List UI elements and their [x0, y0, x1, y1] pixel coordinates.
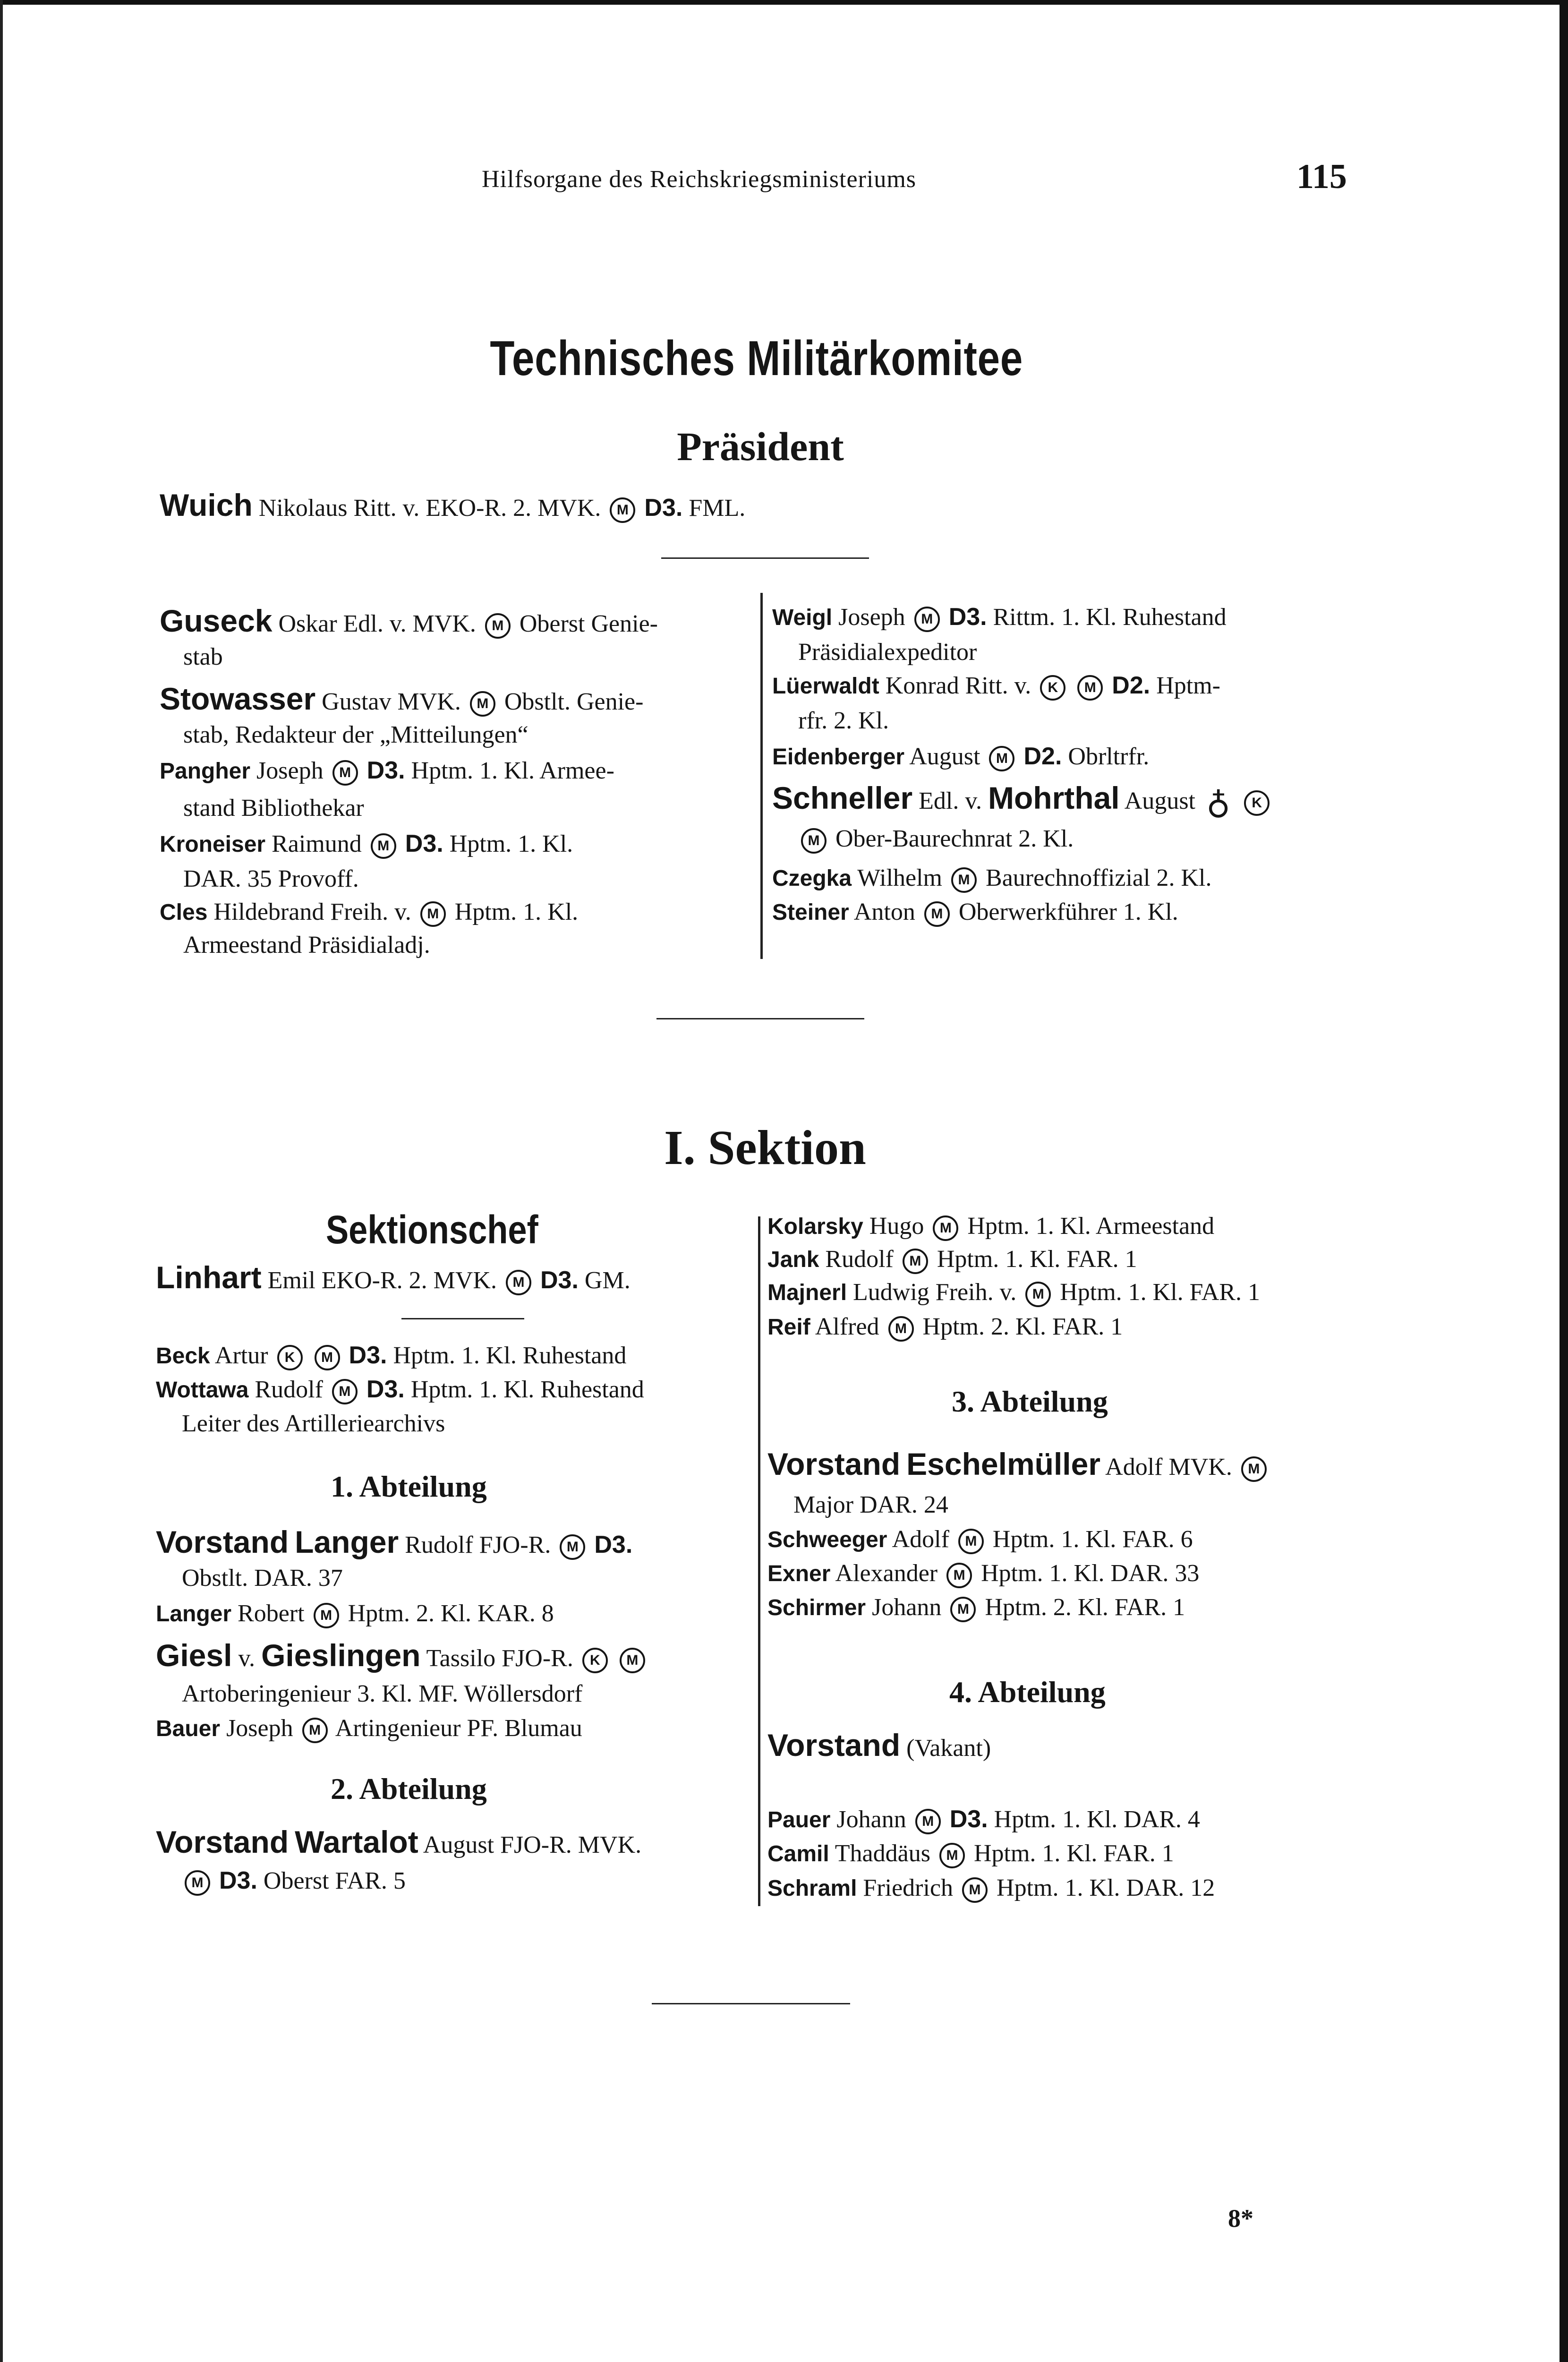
order-m-icon: M — [332, 760, 358, 786]
entry-continuation: rfr. 2. Kl. — [798, 707, 889, 734]
entry-text: August — [1124, 787, 1196, 814]
department-1-heading: 1. Abteilung — [331, 1470, 487, 1503]
entry-text: FML. — [689, 495, 746, 522]
person-name: Pauer — [767, 1807, 831, 1832]
entry-text: Oskar Edl. v. MVK. — [278, 610, 476, 637]
column-divider — [758, 1216, 760, 1906]
list-item — [767, 1212, 1214, 1241]
order-k-icon: K — [1040, 675, 1065, 701]
order-m-icon: M — [1241, 1456, 1267, 1482]
order-m-icon: M — [315, 1345, 340, 1370]
entry-text: Oberwerkführer 1. Kl. — [958, 899, 1178, 925]
order-m-icon: M — [485, 613, 511, 639]
committee-title: Technisches Militärkomitee — [490, 331, 1023, 386]
order-m-icon: M — [946, 1563, 972, 1588]
person-name: Wartalot — [295, 1824, 418, 1859]
list-item — [156, 1599, 554, 1628]
section-chief-heading: Sektionschef — [326, 1207, 538, 1252]
person-name: Exner — [767, 1561, 831, 1586]
entry-text: Hugo — [869, 1213, 924, 1240]
person-name: Majnerl — [767, 1280, 847, 1305]
entry-text: Obstlt. Genie- — [504, 688, 644, 715]
scan-edge-top — [0, 0, 1568, 5]
list-item — [772, 602, 1227, 632]
list-item — [160, 680, 643, 718]
list-item — [160, 829, 573, 859]
decoration-code: D3. — [540, 1267, 579, 1294]
entry-text: Hptm. 1. Kl. Armee- — [411, 757, 614, 784]
scan-edge-left — [0, 0, 3, 2362]
person-name: Beck — [156, 1344, 210, 1369]
list-item — [156, 1637, 648, 1674]
person-name: Langer — [156, 1601, 232, 1626]
decoration-code: D3. — [366, 1376, 405, 1403]
person-name: Steiner — [772, 900, 849, 925]
list-item — [767, 1312, 1123, 1342]
person-name: Langer — [295, 1524, 399, 1559]
person-name: Linhart — [156, 1260, 262, 1295]
entry-text: Hptm. 1. Kl. FAR. 1 — [937, 1246, 1137, 1273]
running-head: Hilfsorgane des Reichskriegsministeriums — [482, 166, 917, 193]
person-name: Cles — [160, 900, 208, 925]
decoration-code: D3. — [219, 1867, 257, 1894]
order-cross-icon: ♁ — [1206, 785, 1231, 822]
list-item — [156, 1341, 626, 1370]
entry-text: Joseph — [838, 604, 905, 631]
entry-continuation: Präsidialexpeditor — [798, 639, 977, 666]
person-name: Schirmer — [767, 1595, 866, 1620]
order-m-icon: M — [989, 746, 1014, 771]
department-head — [767, 1727, 991, 1764]
list-item — [160, 602, 658, 640]
entry-text: Oberst Genie- — [519, 610, 658, 637]
decoration-code: D3. — [948, 603, 987, 631]
entry-text: Rudolf — [825, 1246, 894, 1273]
entry-text: Ludwig Freih. v. — [853, 1279, 1017, 1306]
order-m-icon: M — [962, 1877, 988, 1903]
order-m-icon: M — [332, 1379, 358, 1404]
page-number: 115 — [1296, 157, 1347, 196]
person-name: Jank — [767, 1247, 819, 1272]
list-item — [772, 742, 1149, 771]
order-m-icon: M — [560, 1534, 585, 1560]
list-item — [772, 779, 1272, 823]
person-name: Eschelmüller — [906, 1446, 1101, 1481]
person-name: Schweeger — [767, 1527, 887, 1552]
order-m-icon: M — [506, 1270, 531, 1295]
entry-continuation: Artoberingenieur 3. Kl. MF. Wöllersdorf — [182, 1680, 583, 1707]
list-item — [767, 1245, 1137, 1274]
signature-mark: 8* — [1228, 2204, 1253, 2233]
entry-text: Thaddäus — [835, 1840, 930, 1867]
decoration-code: D3. — [594, 1531, 633, 1558]
entry-text: Konrad Ritt. v. — [885, 672, 1031, 699]
list-item — [156, 1375, 644, 1404]
person-name-2: Gieslingen — [261, 1638, 421, 1673]
column-divider — [760, 593, 763, 959]
entry-text: August — [909, 743, 980, 770]
entry-text: Hptm. 1. Kl. FAR. 1 — [973, 1840, 1174, 1867]
order-m-icon: M — [470, 691, 495, 717]
order-k-icon: K — [582, 1648, 608, 1673]
head-label: Vorstand — [767, 1728, 901, 1763]
entry-text: August FJO-R. MVK. — [423, 1831, 642, 1858]
department-4-heading: 4. Abteilung — [949, 1675, 1106, 1709]
person-name: Wuich — [160, 488, 253, 522]
entry-text: Artur — [214, 1342, 268, 1369]
entry-text: Joseph — [226, 1715, 293, 1742]
entry-text: Hptm. 1. Kl. FAR. 1 — [1060, 1279, 1260, 1306]
person-name-2: Mohrthal — [988, 780, 1120, 815]
entry-continuation: stand Bibliothekar — [183, 795, 364, 822]
entry-text: Oberst FAR. 5 — [263, 1867, 406, 1894]
entry-text: Artingenieur PF. Blumau — [335, 1715, 582, 1742]
entry-text: Hptm. 1. Kl. Ruhestand — [393, 1342, 627, 1369]
entry-text: Edl. v. — [919, 787, 982, 814]
person-name: Bauer — [156, 1716, 221, 1741]
entry-continuation — [182, 1866, 406, 1896]
order-m-icon: M — [903, 1249, 928, 1274]
order-m-icon: M — [620, 1648, 645, 1673]
entry-text: Adolf MVK. — [1105, 1454, 1232, 1481]
person-name: Schneller — [772, 780, 913, 815]
decoration-code: D3. — [349, 1342, 387, 1369]
entry-text: Obrltrfr. — [1068, 743, 1150, 770]
person-name: Camil — [767, 1841, 829, 1866]
person-name: Eidenberger — [772, 745, 905, 770]
entry-text: Hptm. 1. Kl. Ruhestand — [410, 1376, 644, 1403]
entry-text: Hptm. 1. Kl. — [449, 830, 573, 857]
person-name: Wottawa — [156, 1378, 249, 1403]
order-m-icon: M — [933, 1215, 958, 1241]
order-k-icon: K — [1244, 790, 1270, 816]
entry-text: Adolf — [892, 1526, 949, 1553]
order-m-icon: M — [924, 901, 950, 927]
order-m-icon: M — [950, 1597, 976, 1622]
decoration-code: D2. — [1023, 743, 1062, 770]
order-m-icon: M — [1077, 675, 1103, 701]
person-name: Reif — [767, 1315, 810, 1340]
order-m-icon: M — [951, 867, 977, 893]
order-m-icon: M — [801, 828, 827, 854]
entry-text: Johann — [872, 1594, 942, 1621]
entry-text: Hptm. 2. Kl. FAR. 1 — [985, 1594, 1185, 1621]
entry-text: Ober-Baurechnrat 2. Kl. — [835, 825, 1074, 852]
entry-text: Tassilo FJO-R. — [426, 1645, 573, 1672]
entry-text: Hptm. 2. Kl. KAR. 8 — [348, 1600, 554, 1627]
entry-text: GM. — [584, 1267, 631, 1294]
entry-continuation — [798, 824, 1074, 854]
head-label: Vorstand — [156, 1824, 289, 1859]
department-3-heading: 3. Abteilung — [952, 1385, 1108, 1418]
order-k-icon: K — [277, 1345, 303, 1370]
entry-continuation: stab, Redakteur der „Mitteilungen“ — [183, 721, 528, 748]
department-2-heading: 2. Abteilung — [331, 1772, 487, 1806]
decoration-code: D2. — [1112, 672, 1150, 699]
entry-text: Hptm. 1. Kl. DAR. 12 — [997, 1874, 1215, 1901]
entry-continuation: stab — [183, 643, 223, 670]
order-m-icon: M — [185, 1870, 210, 1896]
scan-edge-right — [1559, 0, 1568, 2362]
list-item — [767, 1593, 1185, 1622]
order-m-icon: M — [914, 607, 940, 632]
person-name: Schraml — [767, 1876, 857, 1901]
person-name: Czegka — [772, 866, 852, 891]
person-name: Kolarsky — [767, 1214, 863, 1239]
entry-text: Emil EKO-R. 2. MVK. — [267, 1267, 497, 1294]
entry-continuation: Major DAR. 24 — [793, 1491, 948, 1518]
entry-text: Hptm. 1. Kl. Armeestand — [967, 1213, 1215, 1240]
department-head — [156, 1823, 641, 1861]
entry-text: Gustav MVK. — [322, 688, 461, 715]
entry-text: Baurechnoffizial 2. Kl. — [986, 864, 1212, 891]
entry-text: Friedrich — [863, 1874, 954, 1901]
entry-continuation: Obstlt. DAR. 37 — [182, 1565, 343, 1592]
list-item — [767, 1525, 1193, 1554]
head-label: Vorstand — [156, 1524, 289, 1559]
order-m-icon: M — [610, 497, 635, 523]
order-m-icon: M — [314, 1603, 339, 1628]
entry-text: Hptm. 1. Kl. DAR. 33 — [981, 1560, 1200, 1587]
entry-text: Hildebrand Freih. v. — [213, 899, 411, 925]
person-name: Stowasser — [160, 681, 316, 716]
list-item — [767, 1805, 1200, 1834]
entry-text: Alfred — [815, 1313, 879, 1340]
entry-text: Rittm. 1. Kl. Ruhestand — [993, 604, 1227, 631]
entry-text: Nikolaus Ritt. v. EKO-R. 2. MVK. — [258, 495, 601, 522]
entry-text: Wilhelm — [857, 864, 943, 891]
list-item — [156, 1714, 582, 1743]
decoration-code: D3. — [405, 830, 443, 857]
person-name: Weigl — [772, 605, 833, 630]
entry-continuation: Armeestand Präsidialadj. — [183, 932, 430, 958]
divider — [401, 1318, 524, 1319]
entry-text: Joseph — [256, 757, 324, 784]
entry-text: Alexander — [835, 1560, 938, 1587]
order-m-icon: M — [888, 1316, 914, 1342]
list-item — [767, 1278, 1260, 1307]
decoration-code: D3. — [949, 1806, 988, 1833]
list-item — [772, 898, 1178, 927]
entry-text: Hptm. 2. Kl. FAR. 1 — [922, 1313, 1123, 1340]
person-name: Guseck — [160, 603, 273, 638]
order-m-icon: M — [915, 1809, 941, 1834]
section-chief-entry — [156, 1259, 631, 1296]
list-item — [767, 1874, 1215, 1903]
entry-continuation: DAR. 35 Provoff. — [183, 865, 359, 892]
entry-text: Hptm. 1. Kl. FAR. 6 — [992, 1526, 1193, 1553]
entry-text: Hptm- — [1156, 672, 1220, 699]
entry-text: Rudolf FJO-R. — [405, 1532, 551, 1558]
divider — [656, 1018, 864, 1019]
entry-text: Hptm. 1. Kl. — [454, 899, 579, 925]
decoration-code: D3. — [644, 494, 683, 522]
section-title: I. Sektion — [664, 1121, 866, 1175]
list-item — [767, 1559, 1199, 1588]
divider — [652, 2003, 850, 2004]
entry-text: (Vakant) — [906, 1735, 991, 1762]
divider — [661, 557, 869, 559]
person-name: Pangher — [160, 759, 251, 784]
president-entry — [160, 487, 745, 524]
list-item — [772, 864, 1211, 893]
head-label: Vorstand — [767, 1446, 901, 1481]
entry-text: Hptm. 1. Kl. DAR. 4 — [994, 1806, 1200, 1833]
entry-text: Raimund — [272, 830, 362, 857]
decoration-code: D3. — [366, 757, 405, 784]
entry-text: Johann — [836, 1806, 906, 1833]
person-name: Giesl — [156, 1638, 232, 1673]
list-item — [160, 898, 578, 927]
president-heading: Präsident — [677, 424, 844, 469]
entry-text: v. — [238, 1645, 256, 1672]
person-name: Lüerwaldt — [772, 674, 879, 699]
order-m-icon: M — [939, 1843, 965, 1868]
list-item — [160, 756, 614, 786]
entry-text: Robert — [238, 1600, 305, 1627]
order-m-icon: M — [958, 1529, 984, 1554]
order-m-icon: M — [371, 833, 396, 859]
entry-text: Rudolf — [255, 1376, 323, 1403]
order-m-icon: M — [420, 901, 446, 927]
order-m-icon: M — [1025, 1282, 1051, 1307]
order-m-icon: M — [302, 1718, 328, 1743]
entry-text: Anton — [853, 899, 915, 925]
list-item — [767, 1839, 1174, 1868]
person-name: Kroneiser — [160, 832, 266, 857]
department-head — [767, 1446, 1270, 1483]
entry-continuation: Leiter des Artilleriearchivs — [182, 1410, 445, 1437]
department-head — [156, 1523, 632, 1561]
list-item — [772, 671, 1220, 701]
